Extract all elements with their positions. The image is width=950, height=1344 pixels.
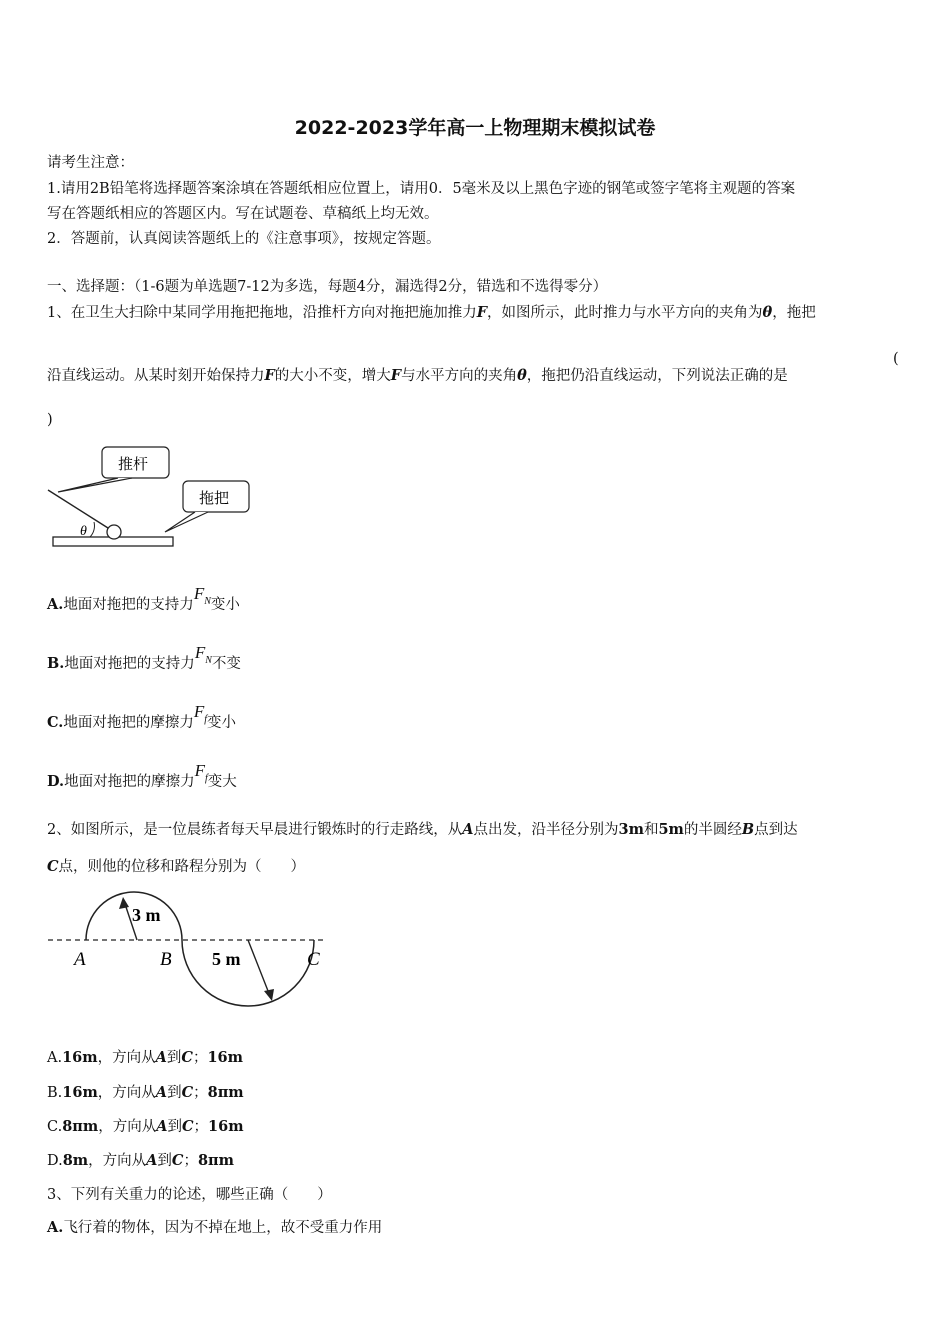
- force-subscript: f: [205, 773, 208, 784]
- option-text: 地面对拖把的支持力: [64, 656, 195, 672]
- separator: ；: [193, 1085, 208, 1101]
- q1-force-symbol: F: [476, 304, 488, 321]
- callout-mop-pointer: [165, 512, 208, 532]
- distance-value: 16m: [207, 1049, 243, 1066]
- q1-paren-open: (: [893, 351, 899, 367]
- option-prefix: B.: [47, 655, 65, 672]
- q1-text-2b: 的大小不变，增大: [274, 368, 391, 384]
- to-point: C: [182, 1118, 194, 1135]
- label-5m: 5 m: [212, 949, 241, 969]
- q1-force-symbol-3: F: [390, 367, 402, 384]
- from-point: A: [155, 1049, 167, 1066]
- q3-option-a[interactable]: [47, 1216, 382, 1237]
- q1-paren-close: ): [47, 412, 53, 428]
- displacement-value: 16m: [62, 1084, 98, 1101]
- arrowhead-small: [119, 897, 129, 909]
- q1-text-2c: 与水平方向的夹角: [401, 368, 518, 384]
- q1-option-d[interactable]: [47, 761, 237, 791]
- large-semicircle-path: [182, 940, 314, 1006]
- option-tail: 不变: [211, 656, 241, 672]
- q2-option-a[interactable]: [47, 1046, 243, 1067]
- force-subscript: N: [204, 596, 211, 607]
- option-text: 地面对拖把的摩擦力: [63, 715, 194, 731]
- option-text: 地面对拖把的支持力: [63, 597, 194, 613]
- q2-point-a: A: [462, 821, 474, 838]
- displacement-value: 16m: [62, 1049, 98, 1066]
- option-text: ，方向从: [97, 1050, 156, 1066]
- q1-figure: [40, 440, 260, 555]
- q2-option-c[interactable]: [47, 1115, 244, 1136]
- q2-text-1b: 点出发，沿半径分别为: [473, 822, 619, 838]
- q2-text-2: 点，则他的位移和路程分别为（ ）: [58, 859, 306, 875]
- q2-figure: [40, 885, 340, 1015]
- option-prefix: A.: [47, 596, 64, 613]
- force-symbol: F: [194, 761, 205, 780]
- q1-theta-symbol-2: θ: [517, 367, 527, 384]
- label-c: C: [307, 949, 320, 970]
- separator: ；: [192, 1050, 208, 1066]
- q1-text-1b: ，如图所示，此时推力与水平方向的夹角为: [487, 305, 763, 321]
- angle-arc: [90, 522, 94, 537]
- to-word: 到: [167, 1085, 182, 1101]
- option-text: ，方向从: [88, 1153, 147, 1169]
- to-word: 到: [166, 1050, 182, 1066]
- arrowhead-large: [264, 989, 274, 1001]
- q2-point-b: B: [741, 821, 755, 838]
- option-prefix: C.: [47, 1119, 63, 1135]
- q2-text-1e: 点到达: [754, 822, 798, 838]
- q1-text-1a: 1、在卫生大扫除中某同学用拖把拖地，沿推杆方向对拖把施加推力: [47, 305, 477, 321]
- displacement-value: 8m: [62, 1152, 89, 1169]
- q1-option-a[interactable]: [47, 584, 240, 614]
- q2-option-b[interactable]: [47, 1081, 244, 1102]
- force-symbol: F: [193, 702, 205, 721]
- option-prefix: C.: [47, 714, 64, 731]
- notice-line-2: 2．答题前，认真阅读答题纸上的《注意事项》，按规定答题。: [47, 231, 441, 247]
- separator: ；: [193, 1119, 209, 1135]
- mop-head: [107, 525, 121, 539]
- callout-mop-label: 拖把: [199, 491, 230, 507]
- section-heading: 一、选择题：（1-6题为单选题7-12为多选，每题4分，漏选得2分，错选和不选得零分）: [47, 279, 608, 295]
- q1-option-b[interactable]: [47, 643, 241, 673]
- theta-label: θ: [80, 524, 87, 539]
- distance-value: 8πm: [207, 1084, 244, 1101]
- force-subscript: N: [205, 655, 212, 666]
- q2-radius-1: 3m: [618, 821, 644, 838]
- q2-line-1: [47, 818, 798, 839]
- displacement-value: 8πm: [62, 1118, 99, 1135]
- q1-force-symbol-2: F: [264, 367, 275, 384]
- from-point: A: [155, 1084, 168, 1101]
- q2-text-1a: 2、如图所示，是一位晨练者每天早晨进行锻炼时的行走路线，从: [47, 822, 463, 838]
- to-word: 到: [167, 1119, 182, 1135]
- option-tail: 变小: [207, 715, 237, 731]
- q2-radius-2: 5m: [658, 821, 684, 838]
- q2-text-1d: 的半圆经: [683, 822, 742, 838]
- option-text: ，方向从: [97, 1085, 156, 1101]
- option-text: ，方向从: [98, 1119, 157, 1135]
- notice-line-1b: 写在答题纸相应的答题区内。写在试题卷、草稿纸上均无效。: [47, 206, 439, 222]
- q1-option-c[interactable]: [47, 702, 237, 732]
- q3-stem: 3、下列有关重力的论述，哪些正确（ ）: [47, 1187, 332, 1203]
- option-prefix: A.: [47, 1050, 63, 1066]
- from-point: A: [156, 1118, 168, 1135]
- q1-text-2a: 沿直线运动。从某时刻开始保持力: [47, 368, 265, 384]
- q2-line-2: [47, 855, 305, 876]
- callout-rod-label: 推杆: [118, 457, 149, 473]
- page-title: 2022-2023学年高一上物理期末模拟试卷: [294, 117, 656, 139]
- option-text: 地面对拖把的摩擦力: [64, 774, 195, 790]
- to-point: C: [181, 1049, 193, 1066]
- label-b: B: [160, 949, 172, 970]
- radius-arrow-large: [248, 940, 270, 996]
- from-point: A: [146, 1152, 158, 1169]
- callout-rod-pointer: [58, 478, 132, 492]
- q1-theta-symbol: θ: [762, 304, 773, 321]
- q2-point-c: C: [47, 858, 59, 875]
- q1-text-1c: ，拖把: [772, 305, 816, 321]
- force-symbol: F: [193, 584, 205, 603]
- q1-line-1: [47, 301, 816, 322]
- q1-text-2d: ，拖把仍沿直线运动，下列说法正确的是: [526, 368, 788, 384]
- to-word: 到: [157, 1153, 172, 1169]
- label-a: A: [74, 949, 86, 970]
- label-3m: 3 m: [132, 905, 161, 925]
- option-text: 飞行着的物体，因为不掉在地上，故不受重力作用: [63, 1220, 383, 1236]
- option-tail: 变大: [207, 774, 237, 790]
- to-point: C: [181, 1084, 194, 1101]
- to-point: C: [171, 1152, 184, 1169]
- distance-value: 16m: [208, 1118, 244, 1135]
- distance-value: 8πm: [197, 1152, 235, 1169]
- option-prefix: D.: [47, 1153, 63, 1169]
- q2-option-d[interactable]: [47, 1149, 234, 1170]
- push-rod: [48, 490, 108, 528]
- option-prefix: D.: [47, 773, 65, 790]
- notice-line-1a: 1.请用2B铅笔将选择题答案涂填在答题纸相应位置上，请用0．5毫米及以上黑色字迹的钢笔或签字笔将主观题的答案: [47, 181, 796, 197]
- notice-heading: 请考生注意：: [47, 155, 134, 171]
- q1-line-2: [47, 364, 788, 385]
- separator: ；: [183, 1153, 198, 1169]
- force-symbol: F: [194, 643, 206, 662]
- option-tail: 变小: [210, 597, 240, 613]
- q2-text-1c: 和: [643, 822, 659, 838]
- force-subscript: f: [204, 714, 208, 725]
- option-prefix: A.: [47, 1219, 64, 1236]
- option-prefix: B.: [47, 1085, 63, 1101]
